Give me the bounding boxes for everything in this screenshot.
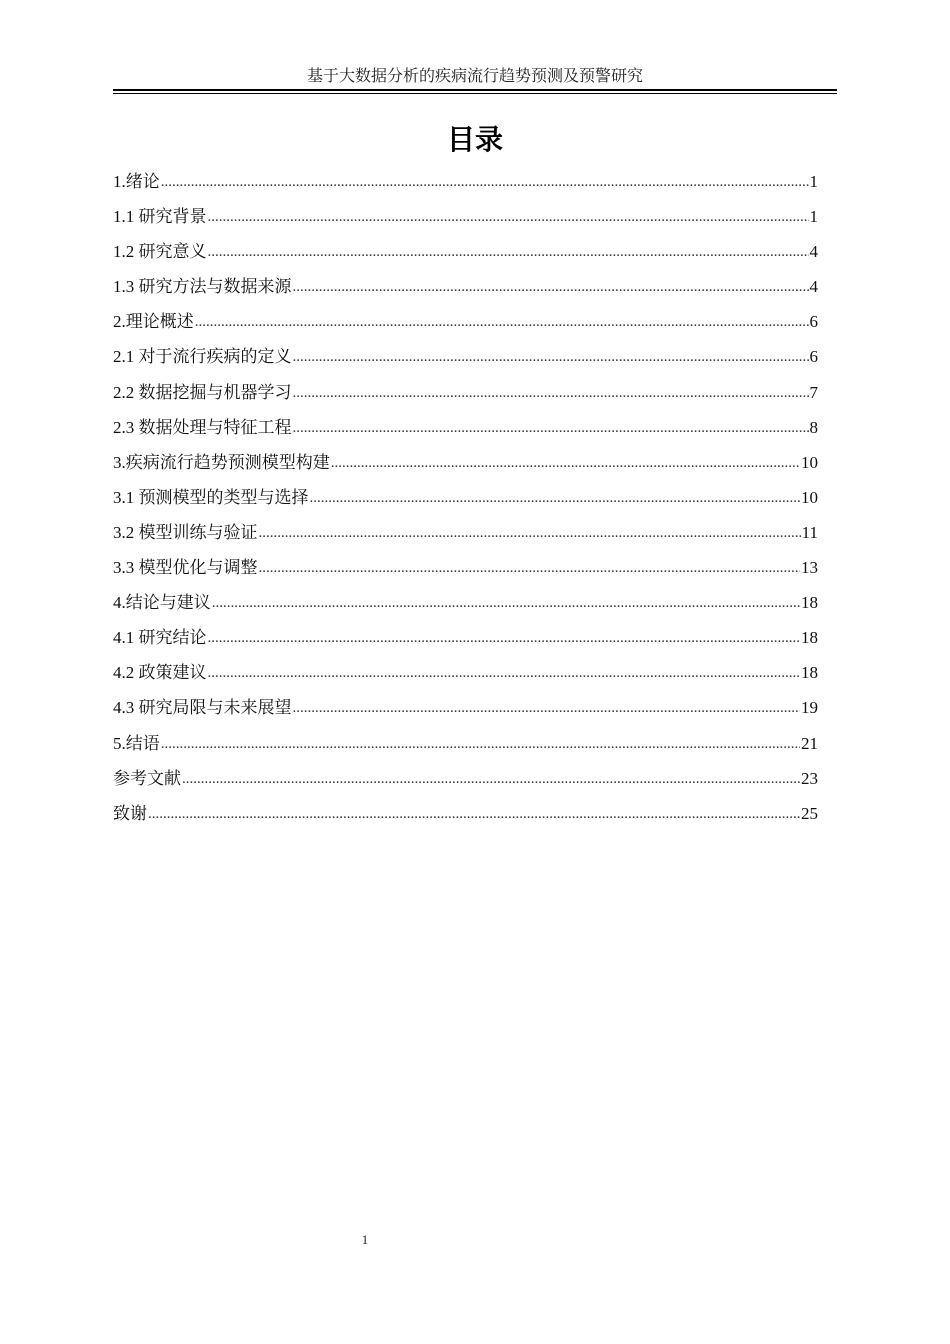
toc-entry[interactable] xyxy=(113,343,818,378)
toc-entry-page: 18 xyxy=(801,628,818,648)
page-title: 目录 xyxy=(446,123,503,156)
toc-entry-page: 18 xyxy=(801,663,818,683)
toc-entry-page: 8 xyxy=(809,417,818,437)
toc-entry[interactable] xyxy=(113,308,818,343)
toc-leader-dots xyxy=(293,379,809,407)
toc-entry-page: 13 xyxy=(801,558,818,578)
toc-entry-page: 10 xyxy=(801,487,818,507)
toc-leader-dots xyxy=(293,694,801,722)
toc-entry-page: 6 xyxy=(809,347,818,367)
toc-entry-page: 1 xyxy=(809,207,818,227)
toc-leader-dots xyxy=(195,308,809,336)
toc-entry-label: 5.结语 xyxy=(113,733,160,753)
toc-entry[interactable] xyxy=(113,659,818,694)
toc-entry-page: 23 xyxy=(801,768,818,788)
toc-entry[interactable] xyxy=(113,484,818,519)
toc-entry-page: 7 xyxy=(809,382,818,402)
toc-entry[interactable] xyxy=(113,449,818,484)
toc-leader-dots xyxy=(331,449,800,477)
toc-leader-dots xyxy=(208,659,801,687)
toc-entry-label: 4.3 研究局限与未来展望 xyxy=(113,698,292,718)
toc-entry-page: 10 xyxy=(801,452,818,472)
toc-entry-label: 2.1 对于流行疾病的定义 xyxy=(113,347,292,367)
toc-entry-page: 6 xyxy=(809,312,818,332)
toc-leader-dots xyxy=(293,343,809,371)
toc-entry-label: 1.3 研究方法与数据来源 xyxy=(113,277,292,297)
toc-leader-dots xyxy=(293,414,809,442)
toc-leader-dots xyxy=(148,800,800,828)
toc-leader-dots xyxy=(259,519,801,547)
toc-entry[interactable] xyxy=(113,694,818,729)
toc-entry[interactable] xyxy=(113,203,818,238)
toc-leader-dots xyxy=(259,554,801,582)
toc-entry[interactable] xyxy=(113,765,818,800)
toc-entry-label: 3.疾病流行趋势预测模型构建 xyxy=(113,452,330,472)
toc-entry-label: 1.绪论 xyxy=(113,172,160,191)
toc-entry-page: 4 xyxy=(809,277,818,297)
toc-entry-label: 致谢 xyxy=(113,803,147,823)
toc-entry-page: 21 xyxy=(801,733,818,753)
toc-entry-label: 1.2 研究意义 xyxy=(113,242,207,262)
toc-entry[interactable] xyxy=(113,238,818,273)
toc-entry[interactable] xyxy=(113,624,818,659)
toc-entry-label: 4.2 政策建议 xyxy=(113,663,207,683)
toc-entry-label: 3.1 预测模型的类型与选择 xyxy=(113,487,309,507)
toc-leader-dots xyxy=(212,589,800,617)
toc-entry[interactable] xyxy=(113,414,818,449)
toc-leader-dots xyxy=(208,238,809,266)
toc-entry-label: 3.3 模型优化与调整 xyxy=(113,558,258,578)
toc-entry[interactable] xyxy=(113,589,818,624)
table-of-contents xyxy=(113,168,818,835)
toc-leader-dots xyxy=(208,624,801,652)
toc-entry[interactable] xyxy=(113,519,818,554)
toc-leader-dots xyxy=(161,168,809,196)
toc-entry-page: 25 xyxy=(801,803,818,823)
toc-entry-page: 18 xyxy=(801,593,818,613)
toc-leader-dots xyxy=(208,203,809,231)
toc-entry-label: 2.3 数据处理与特征工程 xyxy=(113,417,292,437)
toc-leader-dots xyxy=(293,273,809,301)
toc-entry-label: 2.理论概述 xyxy=(113,312,194,332)
toc-entry-label: 4.1 研究结论 xyxy=(113,628,207,648)
toc-entry[interactable] xyxy=(113,273,818,308)
toc-entry[interactable] xyxy=(113,168,818,203)
toc-entry-page: 1 xyxy=(809,172,818,191)
header-rule-thin xyxy=(113,93,837,94)
header-rule-thick xyxy=(113,89,837,91)
toc-entry-label: 4.结论与建议 xyxy=(113,593,211,613)
toc-entry-page: 4 xyxy=(809,242,818,262)
toc-leader-dots xyxy=(161,730,800,758)
toc-entry[interactable] xyxy=(113,379,818,414)
running-header: 基于大数据分析的疾病流行趋势预测及预警研究 xyxy=(306,68,643,85)
page-number: 1 xyxy=(361,1232,369,1247)
toc-entry-label: 2.2 数据挖掘与机器学习 xyxy=(113,382,292,402)
toc-leader-dots xyxy=(310,484,801,512)
toc-entry-label: 3.2 模型训练与验证 xyxy=(113,522,258,542)
toc-entry[interactable] xyxy=(113,800,818,835)
toc-entry-label: 参考文献 xyxy=(113,768,181,788)
toc-entry[interactable] xyxy=(113,730,818,765)
toc-entry-page: 11 xyxy=(801,522,818,542)
toc-entry[interactable] xyxy=(113,554,818,589)
toc-entry-page: 19 xyxy=(801,698,818,718)
toc-entry-label: 1.1 研究背景 xyxy=(113,207,207,227)
toc-leader-dots xyxy=(182,765,800,793)
